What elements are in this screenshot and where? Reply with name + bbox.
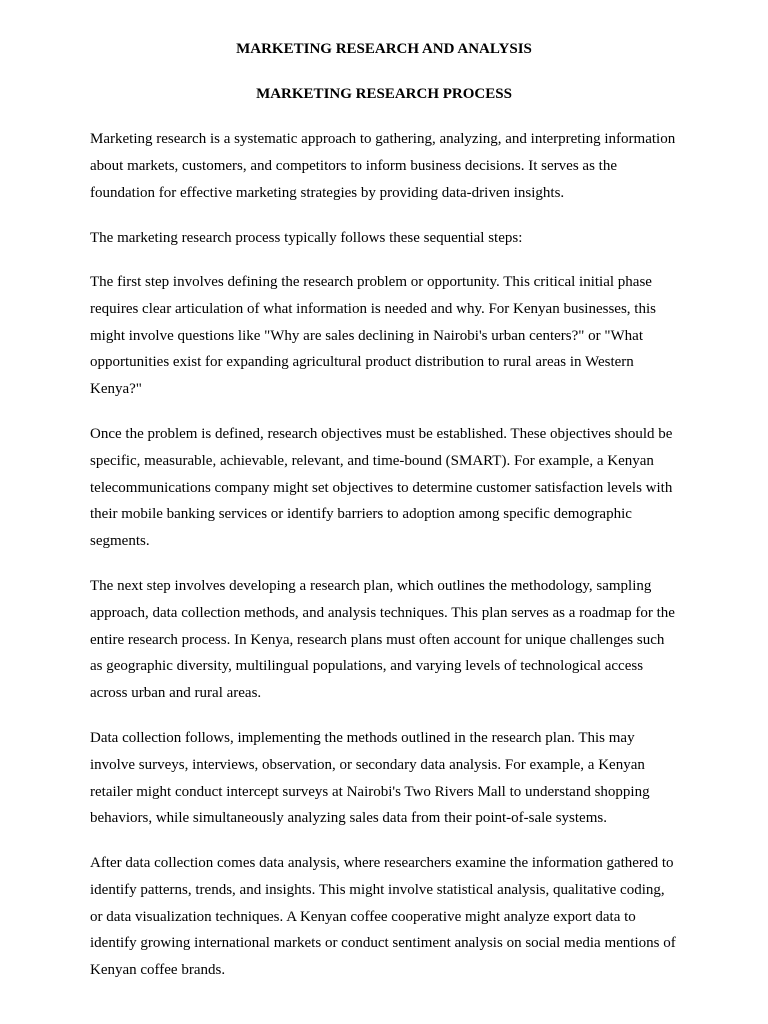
document-title: MARKETING RESEARCH AND ANALYSIS — [236, 41, 532, 57]
paragraph-steps-intro: The marketing research process typically follows these sequential steps: — [90, 230, 523, 246]
paragraph-research-plan: The next step involves developing a research plan, which outlines the methodology, sampling approach, data collection methods, and analysis techniques. This plan serves as a roadmap for the entire research process. In Kenya, research plans must often account for unique challenges such as geographic diversity, multilingual populations, and varying levels of technological access across urban and rural areas. — [90, 578, 675, 702]
paragraph-data-collection: Data collection follows, implementing the methods outlined in the research plan. This may involve surveys, interviews, observation, or secondary data analysis. For example, a Kenyan retailer might conduct intercept surveys at Nairobi's Two Rivers Mall to understand shopping behaviors, while simultaneously analyzing sales data from their point-of-sale systems. — [90, 730, 650, 827]
paragraph-intro: Marketing research is a systematic approach to gathering, analyzing, and interpreting information about markets, customers, and competitors to inform business decisions. It serves as the foundation for effective marketing strategies by providing data-driven insights. — [90, 131, 676, 201]
paragraph-data-analysis: After data collection comes data analysis, where researchers examine the information gathered to identify patterns, trends, and insights. This might involve statistical analysis, qualitative coding, or data visualization techniques. A Kenyan coffee cooperative might analyze export data to identify growing international markets or conduct sentiment analysis on social media mentions of Kenyan coffee brands. — [90, 855, 676, 979]
paragraph-objectives: Once the problem is defined, research objectives must be established. These objectives should be specific, measurable, achievable, relevant, and time-bound (SMART). For example, a Kenyan telecommunications company might set objectives to determine customer satisfaction levels with their mobile banking services or identify barriers to adoption among specific demographic segments. — [90, 426, 673, 550]
section-heading: MARKETING RESEARCH PROCESS — [256, 86, 512, 102]
paragraph-define-problem: The first step involves defining the research problem or opportunity. This critical initial phase requires clear articulation of what information is needed and why. For Kenyan businesses, this might involve questions like "Why are sales declining in Nairobi's urban centers?" or "What opportunities exist for expanding agricultural product distribution to rural areas in Western Kenya?" — [90, 274, 656, 398]
